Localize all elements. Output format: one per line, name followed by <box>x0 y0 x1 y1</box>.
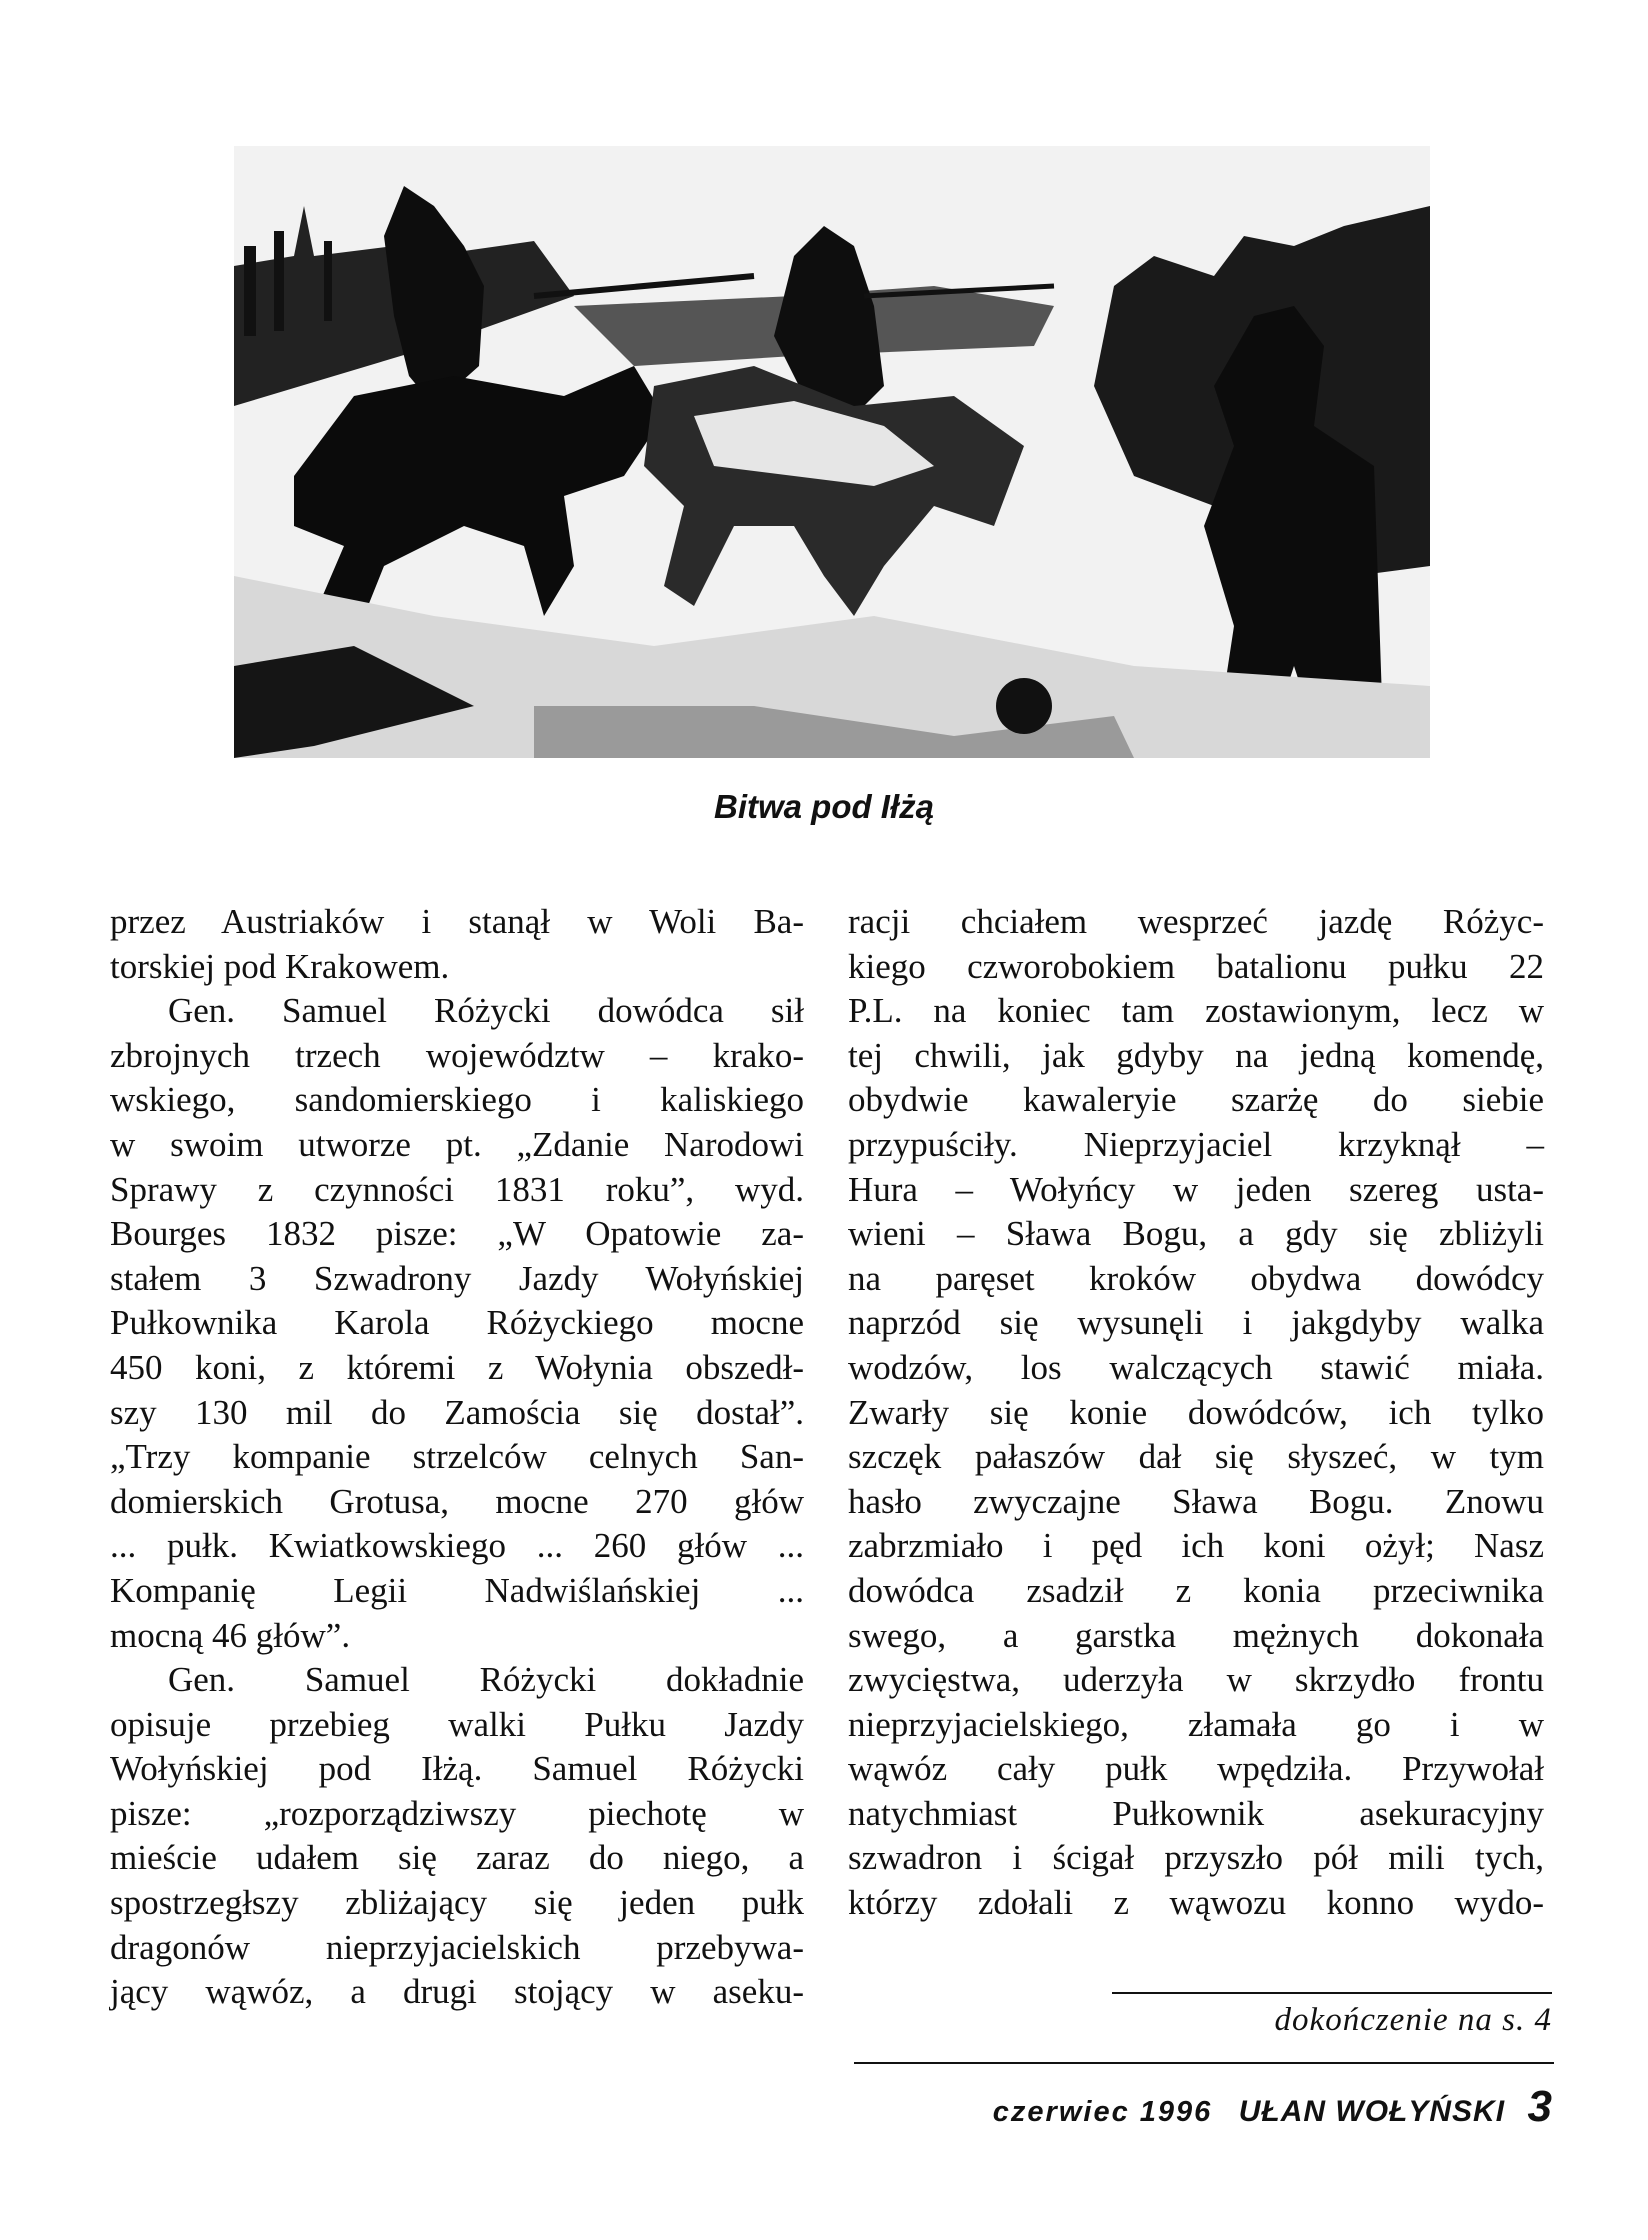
text-line: wąwóz cały pułk wpędziła. Przywołał <box>848 1749 1544 1789</box>
text-line: wodzów, los walczących stawić miała. <box>848 1347 1544 1387</box>
text-line: ... pułk. Kwiatkowskiego ... 260 głów ... <box>110 1526 804 1566</box>
text-line: Gen. Samuel Różycki dokładnie <box>168 1660 804 1700</box>
text-line: Kompanię Legii Nadwiślańskiej ... <box>110 1570 804 1610</box>
text-line: szy 130 mil do Zamościa się dostał”. <box>110 1392 804 1432</box>
text-line: mieście udałem się zaraz do niego, a <box>110 1838 804 1878</box>
text-line: hasło zwyczajne Sława Bogu. Znowu <box>848 1481 1544 1521</box>
text-line: stałem 3 Szwadrony Jazdy Wołyńskiej <box>110 1258 804 1298</box>
text-line: przypuściły. Nieprzyjaciel krzyknął – <box>848 1124 1544 1164</box>
text-line: opisuje przebieg walki Pułku Jazdy <box>110 1704 804 1744</box>
battle-illustration <box>234 146 1430 758</box>
text-line: Hura – Wołyńcy w jeden szereg usta- <box>848 1169 1544 1209</box>
text-line: Pułkownika Karola Różyckiego mocne <box>110 1303 804 1343</box>
text-line: Sprawy z czynności 1831 roku”, wyd. <box>110 1169 804 1209</box>
page-number: 3 <box>1527 2082 1552 2131</box>
text-line: szwadron i ścigał przyszło pół mili tych, <box>848 1838 1544 1878</box>
page-footer <box>993 2082 1552 2132</box>
text-line: 450 koni, z któremi z Wołynia obszedł- <box>110 1347 804 1387</box>
footer-divider <box>854 2062 1554 2064</box>
publication-title: UŁAN WOŁYŃSKI <box>1238 2095 1506 2128</box>
text-line: Gen. Samuel Różycki dowódca sił <box>168 991 804 1031</box>
text-line: przez Austriaków i stanął w Woli Ba- <box>110 902 804 941</box>
text-line: natychmiast Pułkownik asekuracyjny <box>848 1793 1544 1833</box>
text-line: szczęk pałaszów dał się słyszeć, w tym <box>848 1437 1544 1477</box>
text-line: tej chwili, jak gdyby na jedną komendę, <box>848 1035 1544 1075</box>
text-line: zwycięstwa, uderzyła w skrzydło frontu <box>848 1660 1544 1700</box>
left-text-column <box>110 900 804 2015</box>
text-line: obydwie kawaleryie szarżę do siebie <box>848 1080 1544 1120</box>
text-line: swego, a garstka mężnych dokonała <box>848 1615 1544 1655</box>
text-line: mocną 46 głów”. <box>110 1615 351 1655</box>
cavalry-battle-picture <box>234 146 1430 758</box>
text-line: zabrzmiało i pęd ich koni ożył; Nasz <box>848 1526 1544 1566</box>
text-line: naprzód się wysunęli i jakgdyby walka <box>848 1303 1544 1343</box>
continuation-divider <box>1112 1992 1552 1994</box>
text-line: racji chciałem wesprzeć jazdę Różyc- <box>848 902 1544 941</box>
text-line: Zwarły się konie dowódców, ich tylko <box>848 1392 1544 1432</box>
text-line: Bourges 1832 pisze: „W Opatowie za- <box>110 1214 804 1254</box>
text-line: dragonów nieprzyjacielskich przebywa- <box>110 1927 804 1967</box>
text-line: kiego czworobokiem batalionu pułku 22 <box>848 946 1544 986</box>
text-line: spostrzegłszy zbliżający się jeden pułk <box>110 1883 804 1923</box>
text-line: którzy zdołali z wąwozu konno wydo- <box>848 1883 1544 1923</box>
text-line: dowódca zsadził z konia przeciwnika <box>848 1570 1544 1610</box>
continued-on-page-note: dokończenie na s. 4 <box>1274 2002 1552 2038</box>
text-line: jący wąwóz, a drugi stojący w aseku- <box>110 1972 804 2012</box>
text-line: P.L. na koniec tam zostawionym, lecz w <box>848 991 1544 1031</box>
text-line: na paręset kroków obydwa dowódcy <box>848 1258 1544 1298</box>
text-line: torskiej pod Krakowem. <box>110 946 450 986</box>
text-line: Wołyńskiej pod Iłżą. Samuel Różycki <box>110 1749 804 1789</box>
text-line: wskiego, sandomierskiego i kaliskiego <box>110 1080 804 1120</box>
text-line: nieprzyjacielskiego, złamała go i w <box>848 1704 1544 1744</box>
text-line: „Trzy kompanie strzelców celnych San- <box>110 1437 804 1477</box>
text-line: pisze: „rozporządziwszy piechotę w <box>110 1793 804 1833</box>
text-line: w swoim utworze pt. „Zdanie Narodowi <box>110 1124 804 1164</box>
text-line: wieni – Sława Bogu, a gdy się zbliżyli <box>848 1214 1544 1254</box>
issue-date: czerwiec 1996 <box>992 2096 1213 2128</box>
right-text-column <box>848 900 1544 1926</box>
text-line: zbrojnych trzech województw – krako- <box>110 1035 804 1075</box>
figure-caption: Bitwa pod Iłżą <box>713 788 934 825</box>
text-line: domierskich Grotusa, mocne 270 głów <box>110 1481 804 1521</box>
